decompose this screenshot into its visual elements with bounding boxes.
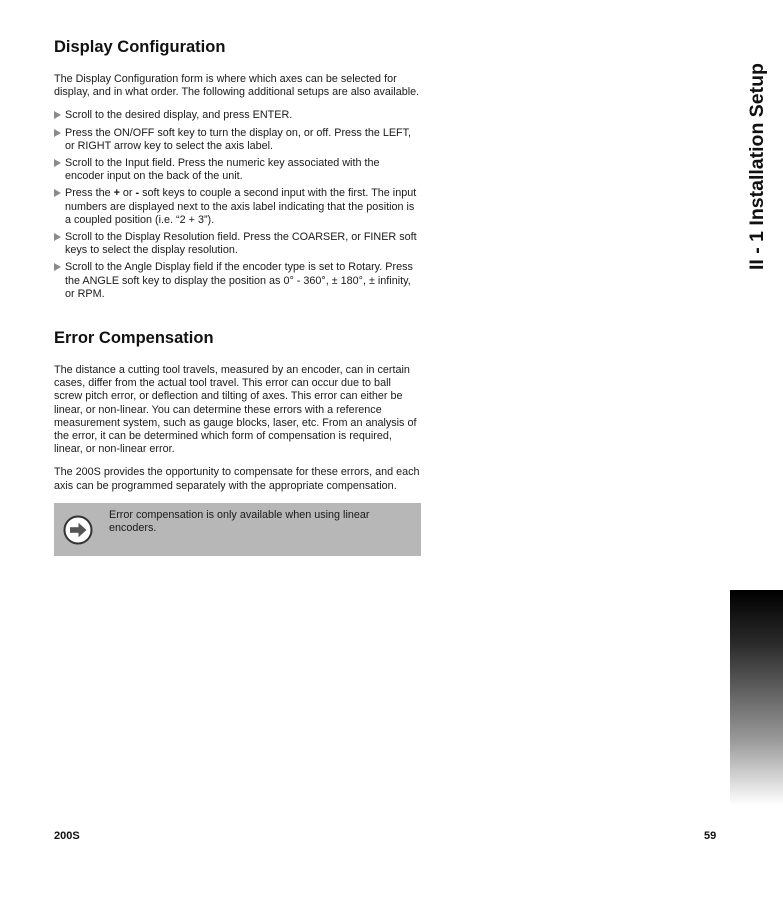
display-configuration-heading: Display Configuration xyxy=(54,38,226,56)
page-content xyxy=(54,38,421,556)
chapter-tab-gradient xyxy=(730,590,783,805)
list-item: Press the + or - soft keys to couple a second input with the first. The input numbers are displayed next to the axis label indicating that the position is a coupled position (i.e. “2 + 3”). xyxy=(54,187,421,227)
list-item: Press the ON/OFF soft key to turn the display on, or off. Press the LEFT, or RIGHT arrow key to select the axis label. xyxy=(54,127,421,153)
error-compensation-para-1: The distance a cutting tool travels, measured by an encoder, can in certain cases, differ from the actual tool travel. This error can occur due to ball screw pitch error, or deflection and tilting of axes. This error can either be linear, or non-linear. You can determine these errors with a reference measurement system, such as gauge blocks, laser, etc. From an analysis of the error, it can be determined which form of compensation is required, linear, or non-linear error. xyxy=(54,364,417,456)
triangle-bullet-icon xyxy=(54,263,61,271)
triangle-bullet-icon xyxy=(54,233,61,241)
side-chapter-title: II - 1 Installation Setup xyxy=(746,63,768,270)
error-compensation-heading: Error Compensation xyxy=(54,329,214,348)
note-text: Error compensation is only available when using linear encoders. xyxy=(109,508,370,535)
triangle-bullet-icon xyxy=(54,189,61,197)
error-compensation-para-2: The 200S provides the opportunity to compensate for these errors, and each axis can be programmed separately with the appropriate compensation. xyxy=(54,466,420,492)
triangle-bullet-icon xyxy=(54,129,61,137)
triangle-bullet-icon xyxy=(54,111,61,119)
minus-key-label: - xyxy=(135,187,140,200)
list-item: Scroll to the Angle Display field if the encoder type is set to Rotary. Press the ANGLE soft key to display the position as 0° - 360°, ± 180°, ± infinity, or RPM. xyxy=(54,261,421,301)
footer-product-name: 200S xyxy=(54,830,80,842)
list-item: Scroll to the Input field. Press the numeric key associated with the encoder input on the back of the unit. xyxy=(54,157,421,183)
list-item: Scroll to the Display Resolution field. Press the COARSER, or FINER soft keys to select the display resolution. xyxy=(54,231,421,257)
triangle-bullet-icon xyxy=(54,159,61,167)
page-number: 59 xyxy=(704,830,717,842)
display-configuration-intro: The Display Configuration form is where which axes can be selected for display, and in what order. The following additional setups are also available. xyxy=(54,73,420,99)
list-item: Scroll to the desired display, and press ENTER. xyxy=(54,109,421,122)
arrow-right-circle-icon xyxy=(63,515,93,545)
plus-key-label: + xyxy=(113,187,120,200)
display-steps-list xyxy=(54,109,421,301)
note-box xyxy=(54,503,421,556)
